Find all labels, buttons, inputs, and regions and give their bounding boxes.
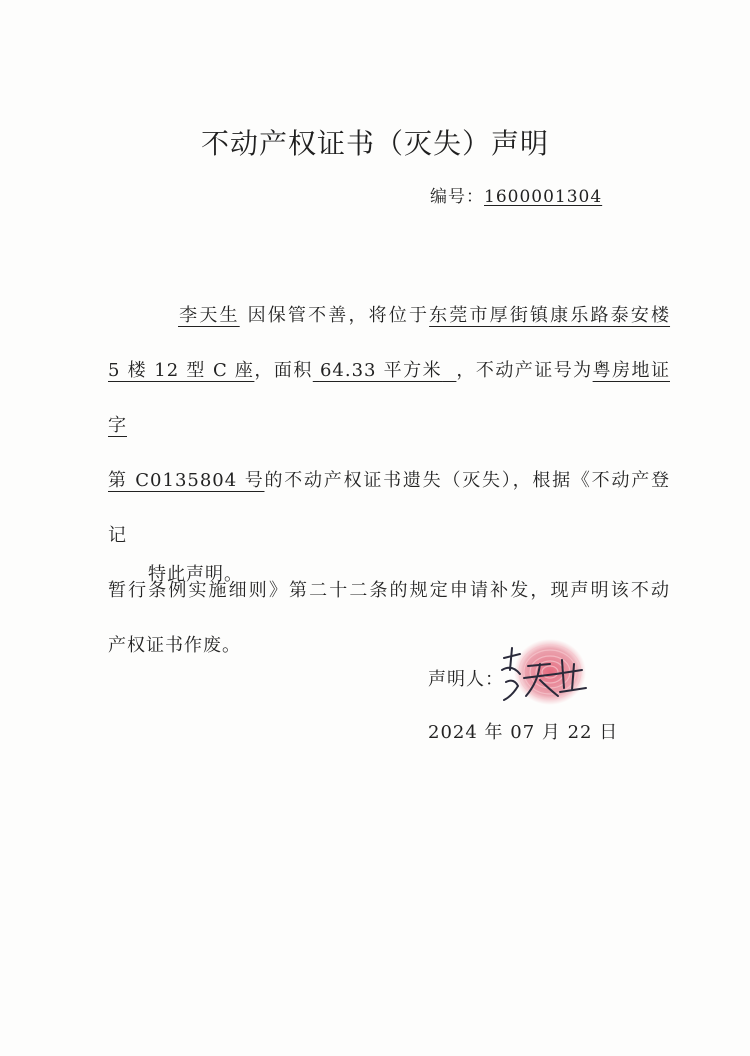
property-unit: 5 楼 12 型 C 座 — [108, 360, 255, 381]
body-line-1: 李天生 因保管不善，将位于东莞市厚街镇康乐路泰安楼 — [178, 305, 671, 326]
fingerprint-stamp-icon — [490, 630, 600, 720]
declaration-date: 2024 年 07 月 22 日 — [428, 722, 619, 743]
signer-label: 声明人： — [428, 669, 504, 690]
declaration-body — [108, 288, 670, 673]
signature-with-fingerprint — [490, 630, 600, 720]
document-number-value: 1600001304 — [484, 187, 603, 207]
body-line-2: 5 楼 12 型 C 座，面积 64.33 平方米 ，不动产证号为粤房地证字 — [108, 360, 670, 436]
body-line-3: 第 C0135804 号的不动产权证书遗失（灭失），根据《不动产登记 — [108, 470, 670, 546]
certificate-number: 第 C0135804 号 — [108, 470, 265, 491]
certificate-prefix: 粤房地证字 — [108, 360, 670, 436]
document-title: 不动产权证书（灭失）声明 — [200, 127, 549, 160]
document-number — [430, 182, 602, 207]
document-number-label: 编号： — [430, 187, 484, 207]
closing-statement: 特此声明。 — [148, 564, 243, 585]
body-line-4: 暂行条例实施细则》第二十二条的规定申请补发，现声明该不动 — [108, 580, 670, 601]
property-area: 64.33 平方米 — [319, 360, 443, 381]
property-address: 东莞市厚街镇康乐路泰安楼 — [429, 305, 671, 326]
body-line-5: 产权证书作废。 — [108, 635, 241, 656]
owner-name: 李天生 — [178, 305, 240, 326]
